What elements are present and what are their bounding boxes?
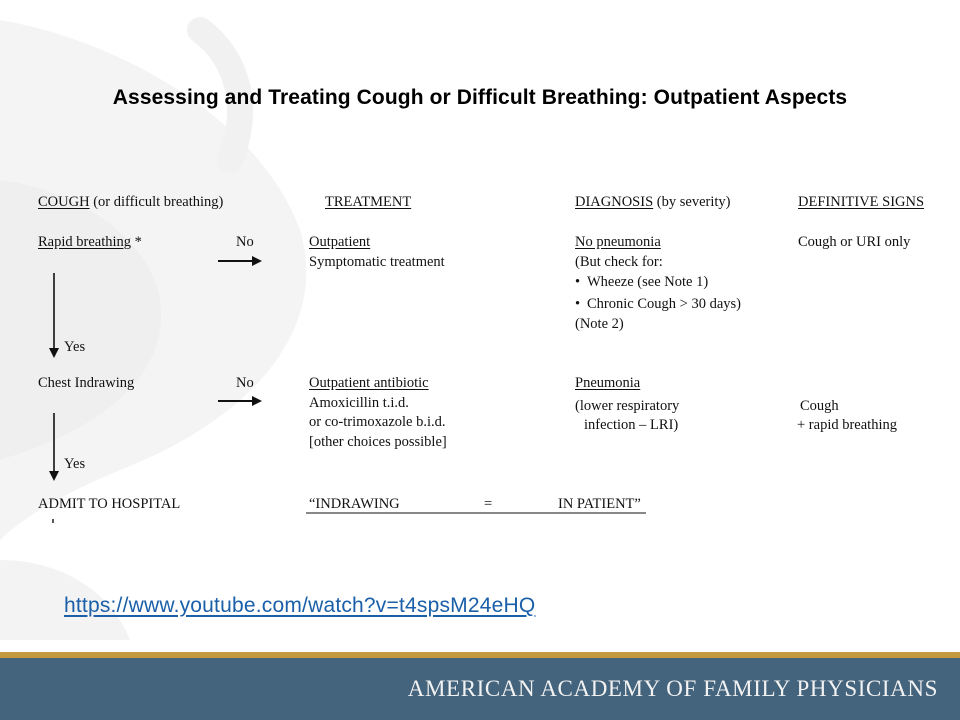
row1-condition-label: Rapid breathing [38, 234, 132, 250]
cough-flowchart [38, 193, 928, 523]
row1-signs: Cough or URI only [798, 234, 911, 250]
row2-treatment-line: or co-trimoxazole b.i.d. [309, 414, 446, 430]
youtube-link[interactable]: https://www.youtube.com/watch?v=t4spsM24eHQ [64, 594, 536, 617]
bullet-glyph: • [575, 274, 581, 290]
row1-diagnosis-bullet-item [575, 273, 708, 291]
row2-condition: Chest Indrawing [38, 375, 135, 391]
row2-signs-line: Cough [800, 398, 839, 414]
header-cough [38, 193, 223, 211]
row2-no-label: No [236, 375, 254, 391]
header-diagnosis-label: DIAGNOSIS [575, 194, 654, 210]
row1-condition [38, 233, 142, 251]
row1-diagnosis-note: (Note 2) [575, 316, 624, 332]
row2-treatment-line: [other choices possible] [309, 434, 447, 450]
row1-no-label: No [236, 234, 254, 250]
row1-diagnosis-head: No pneumonia [575, 234, 661, 250]
admit-to-hospital: ADMIT TO HOSPITAL [38, 496, 181, 512]
bullet-glyph: • [575, 296, 581, 312]
row1-diagnosis-line: (But check for: [575, 254, 663, 270]
row1-treatment-head: Outpatient [309, 234, 371, 250]
header-diagnosis [575, 193, 730, 211]
rule-in-patient: IN PATIENT” [558, 496, 641, 512]
row1-diagnosis-chronic: Chronic Cough > 30 days) [587, 296, 741, 312]
row2-signs-line: + rapid breathing [797, 417, 897, 433]
row1-treatment-line: Symptomatic treatment [309, 254, 445, 270]
header-cough-label: COUGH [38, 194, 90, 210]
header-definitive-signs: DEFINITIVE SIGNS [798, 194, 925, 210]
footer-bar [0, 658, 960, 720]
footer-organization-name: AMERICAN ACADEMY OF FAMILY PHYSICIANS [407, 676, 938, 701]
flow-arrows [38, 193, 928, 523]
row2-diagnosis-line: (lower respiratory [575, 398, 680, 414]
row2-treatment-head: Outpatient antibiotic [309, 375, 429, 391]
slide-title: Assessing and Treating Cough or Difficult Breathing: Outpatient Aspects [112, 86, 848, 109]
row2-diagnosis-head: Pneumonia [575, 375, 641, 391]
header-cough-suffix: (or difficult breathing) [89, 194, 224, 210]
rule-indrawing: “INDRAWING [309, 496, 400, 512]
row1-diagnosis-wheeze: Wheeze (see Note 1) [587, 274, 709, 290]
header-diagnosis-suffix: (by severity) [653, 194, 731, 210]
rule-equals: = [484, 496, 493, 512]
yes-label-1: Yes [64, 339, 86, 355]
row1-diagnosis-bullet-item [575, 295, 741, 313]
row1-condition-mark: * [131, 234, 142, 250]
row2-treatment-line: Amoxicillin t.i.d. [309, 395, 409, 411]
row2-diagnosis-line: infection – LRI) [584, 417, 679, 433]
header-treatment: TREATMENT [325, 194, 412, 210]
yes-label-2: Yes [64, 456, 86, 472]
